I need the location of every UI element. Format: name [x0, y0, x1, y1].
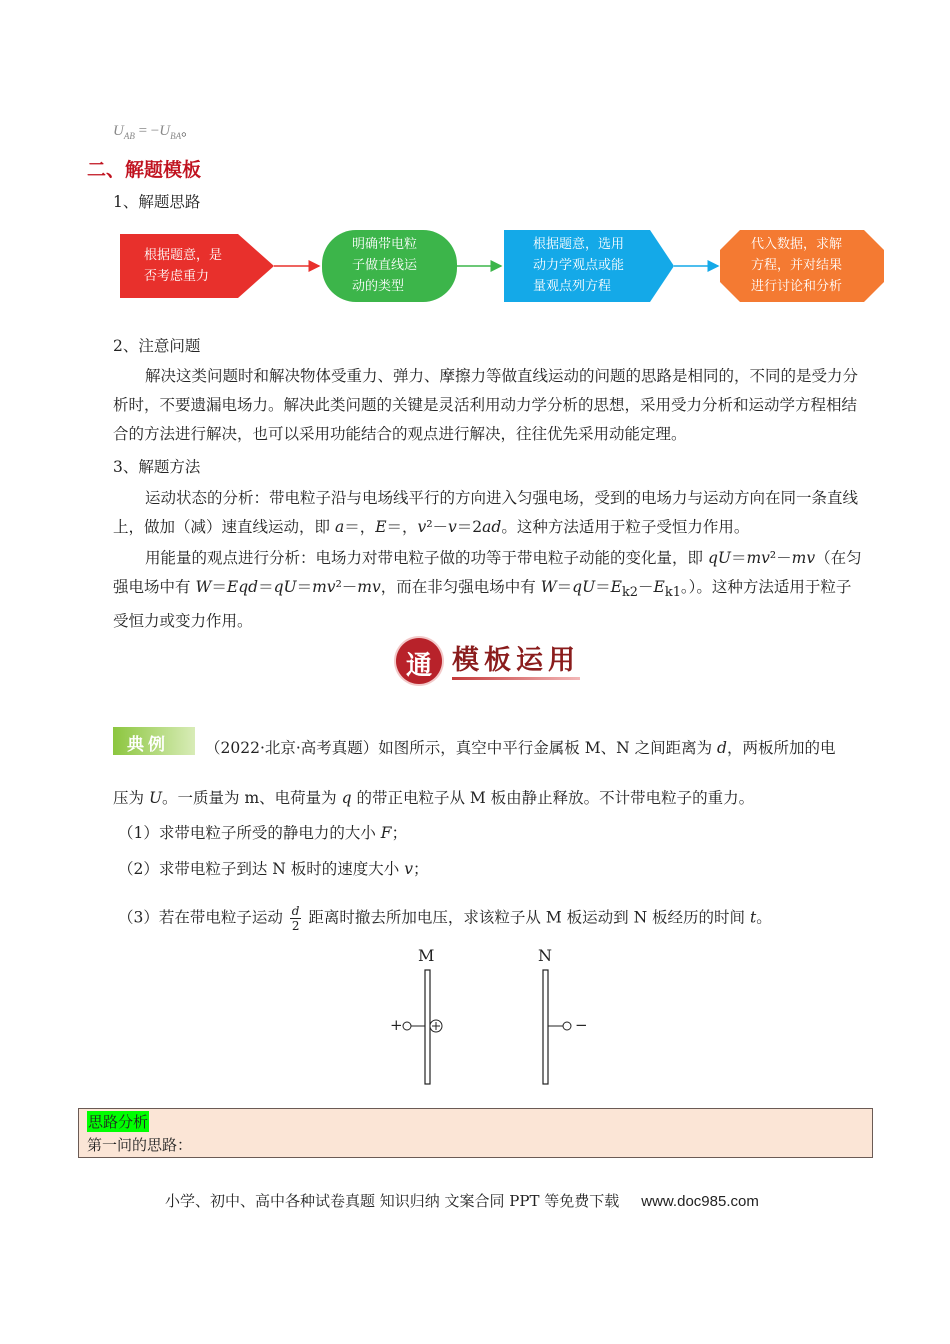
page-footer: 小学、初中、高中各种试卷真题 知识归纳 文案合同 PPT 等免费下载 www.doc985.com	[165, 1192, 759, 1210]
plate-n	[543, 970, 548, 1084]
template-seal-icon: 通	[396, 638, 442, 684]
question-intro-line-1: （2022·北京·高考真题）如图所示，真空中平行金属板 M、N 之间距离为 d，两板所加的电	[205, 739, 836, 757]
analysis-box	[78, 1108, 873, 1158]
example-badge: 典例	[113, 727, 195, 755]
flow-step-1: 根据题意，是 否考虑重力	[144, 248, 223, 284]
plate-n-label: N	[538, 946, 552, 965]
terminal-m	[403, 1022, 411, 1030]
question-3: （3）若在带电粒子运动 $\frac{d}{2}$ 距离时撤去所加电压，求该粒子从 M 板运动到 N 板经历的时间 t。	[118, 904, 772, 933]
template-application-banner: 模板运用	[452, 645, 580, 676]
analysis-first-line: 第一问的思路：	[87, 1136, 193, 1154]
flow-step-4: 代入数据，求解 方程，并对结果 进行讨论和分析	[751, 237, 843, 294]
footer-url[interactable]: www.doc985.com	[641, 1193, 759, 1210]
notes-paragraph: 解决这类问题时和解决物体受重力、弹力、摩擦力等做直线运动的问题的思路是相同的，不同的是受力分析时，不要遗漏电场力。解决此类问题的关键是灵活利用动力学分析的思想，采用受力分析和运动学方程相结合的方法进行解决，也可以采用功能结合的观点进行解决，往往优先采用动能定理。	[113, 367, 859, 443]
notes-heading: 2、注意问题	[113, 337, 201, 355]
positive-terminal-sign: +	[390, 1016, 403, 1034]
banner-underline	[452, 677, 580, 680]
fraction-d-over-2: $\frac{d}{2}$	[291, 904, 300, 933]
method-paragraph-2: 用能量的观点进行分析：电场力对带电粒子做的功等于带电粒子动能的变化量，即 qU＝mv²－mv（在匀强电场中有 W＝Eqd＝qU＝mv²－mv，而在非匀强电场中有 $W=qU=E_{k2}-E_{k1}$。）。这种方法适用于粒子受恒力或变力作用。	[113, 549, 862, 631]
plate-m	[425, 970, 430, 1084]
terminal-n	[563, 1022, 571, 1030]
analysis-tag: 思路分析	[88, 1113, 149, 1131]
plate-m-label: M	[418, 946, 435, 965]
question-2: （2）求带电粒子到达 N 板时的速度大小 v；	[118, 860, 429, 878]
negative-terminal-sign: −	[575, 1016, 588, 1034]
question-1: （1）求带电粒子所受的静电力的大小 F；	[118, 824, 408, 842]
method-heading: 3、解题方法	[113, 458, 201, 476]
solving-approach-heading: 1、解题思路	[113, 193, 201, 211]
section-title: 二、解题模板	[87, 159, 202, 181]
flow-step-2: 明确带电粒 子做直线运 动的类型	[352, 237, 418, 294]
flow-step-3: 根据题意，选用 动力学观点或能 量观点列方程	[533, 237, 625, 294]
parallel-plates-diagram	[380, 966, 590, 1091]
question-intro-line-2: 压为 U。一质量为 m、电荷量为 q 的带正电粒子从 M 板由静止释放。不计带电粒子的重力。	[113, 789, 755, 807]
top-formula: $U_{AB} = -U_{BA}$。	[113, 123, 197, 141]
method-paragraph-1: 运动状态的分析：带电粒子沿与电场线平行的方向进入匀强电场，受到的电场力与运动方向在同一条直线上，做加（减）速直线运动，即 a＝，E＝，v²－v＝2ad。这种方法适用于粒子受恒力作用。	[113, 489, 859, 536]
